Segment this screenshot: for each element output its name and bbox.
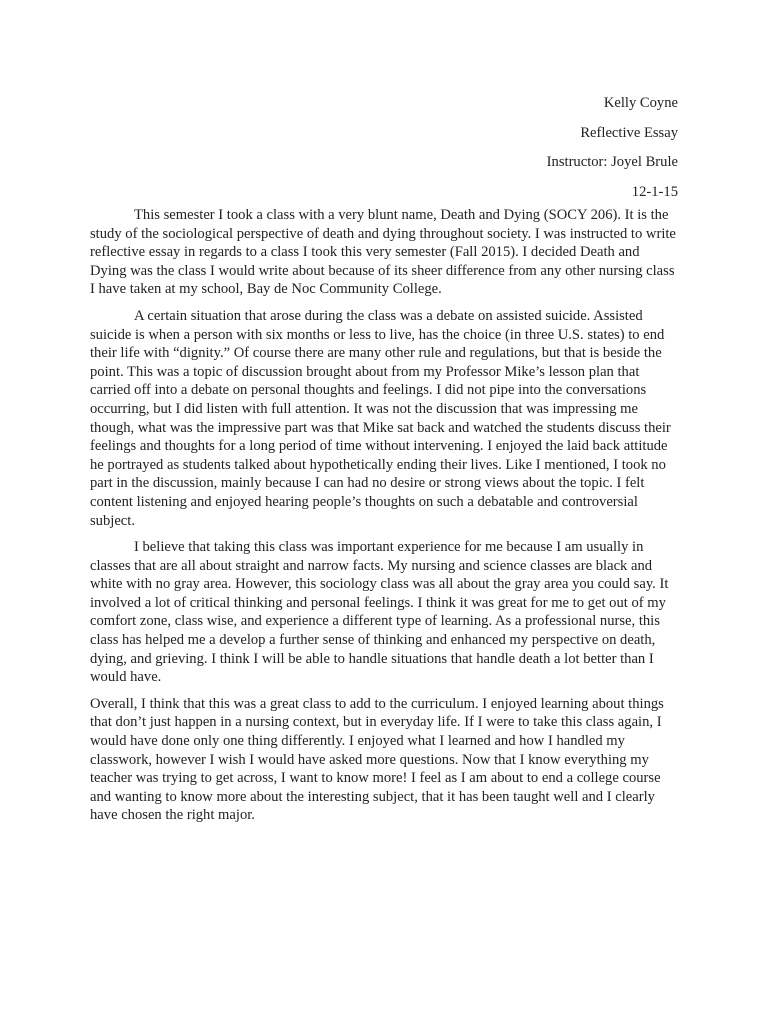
- essay-title: Reflective Essay: [580, 124, 678, 141]
- paragraph-3: I believe that taking this class was important experience for me because I am usually in classes that are all about straight and narrow facts. My nursing and science classes are black and white with no gray area. However, this sociology class was all about the gray area you could say. It involved a lot of critical thinking and personal feelings. I think it was great for me to get out of my comfort zone, class wise, and experience a different type of learning. As a professional nurse, this class has helped me a develop a further sense of thinking and enhanced my perspective on death, dying, and grieving. I think I will be able to handle situations that handle death a lot better than I would have.: [90, 539, 669, 686]
- essay-heading: [90, 92, 678, 210]
- essay-date: 12-1-15: [631, 183, 678, 200]
- paragraph-4: Overall, I think that this was a great class to add to the curriculum. I enjoyed learning about things that don’t just happen in a nursing context, but in everyday life. If I were to take this class again, I would have done only one thing differently. I enjoyed what I learned and how I handled my classwork, however I wish I would have asked more questions. Now that I know everything my teacher was trying to get across, I want to know more! I feel as I am about to end a college course and wanting to know more about the interesting subject, that it has been taught well and I clearly have chosen the right major.: [90, 695, 664, 824]
- essay-page: [90, 92, 678, 833]
- author-name: Kelly Coyne: [603, 95, 678, 111]
- paragraph-1: This semester I took a class with a very blunt name, Death and Dying (SOCY 206). It is the study of the sociological perspective of death and dying throughout society. I was instructed to write reflective essay in regards to a class I took this very semester (Fall 2015). I decided Death and Dying was the class I would write about because of its sheer difference from any other nursing class I have taken at my school, Bay de Noc Community College.: [90, 207, 676, 298]
- paragraph-2: A certain situation that arose during the class was a debate on assisted suicide. Assisted suicide is when a person with six months or less to live, has the choice (in three U.S. states) to end their life with “dignity.” Of course there are many other rule and regulations, but that is beside the point. This was a topic of discussion brought about from my Professor Mike’s lesson plan that carried off into a debate on personal thoughts and feelings. I did not pipe into the conversations occurring, but I did listen with full attention. It was not the discussion that was impressing me though, what was the impressive part was that Mike sat back and watched the students discuss their feelings and thoughts for a long period of time without intervening. I enjoyed the laid back attitude he portrayed as students talked about hypothetically ending their lives. Like I mentioned, I took no part in the discussion, mainly because I can had no desire or strong views about the topic. I felt content listening and enjoyed hearing people’s thoughts on such a debatable and controversial subject.: [90, 307, 671, 529]
- instructor-name: Instructor: Joyel Brule: [546, 154, 678, 170]
